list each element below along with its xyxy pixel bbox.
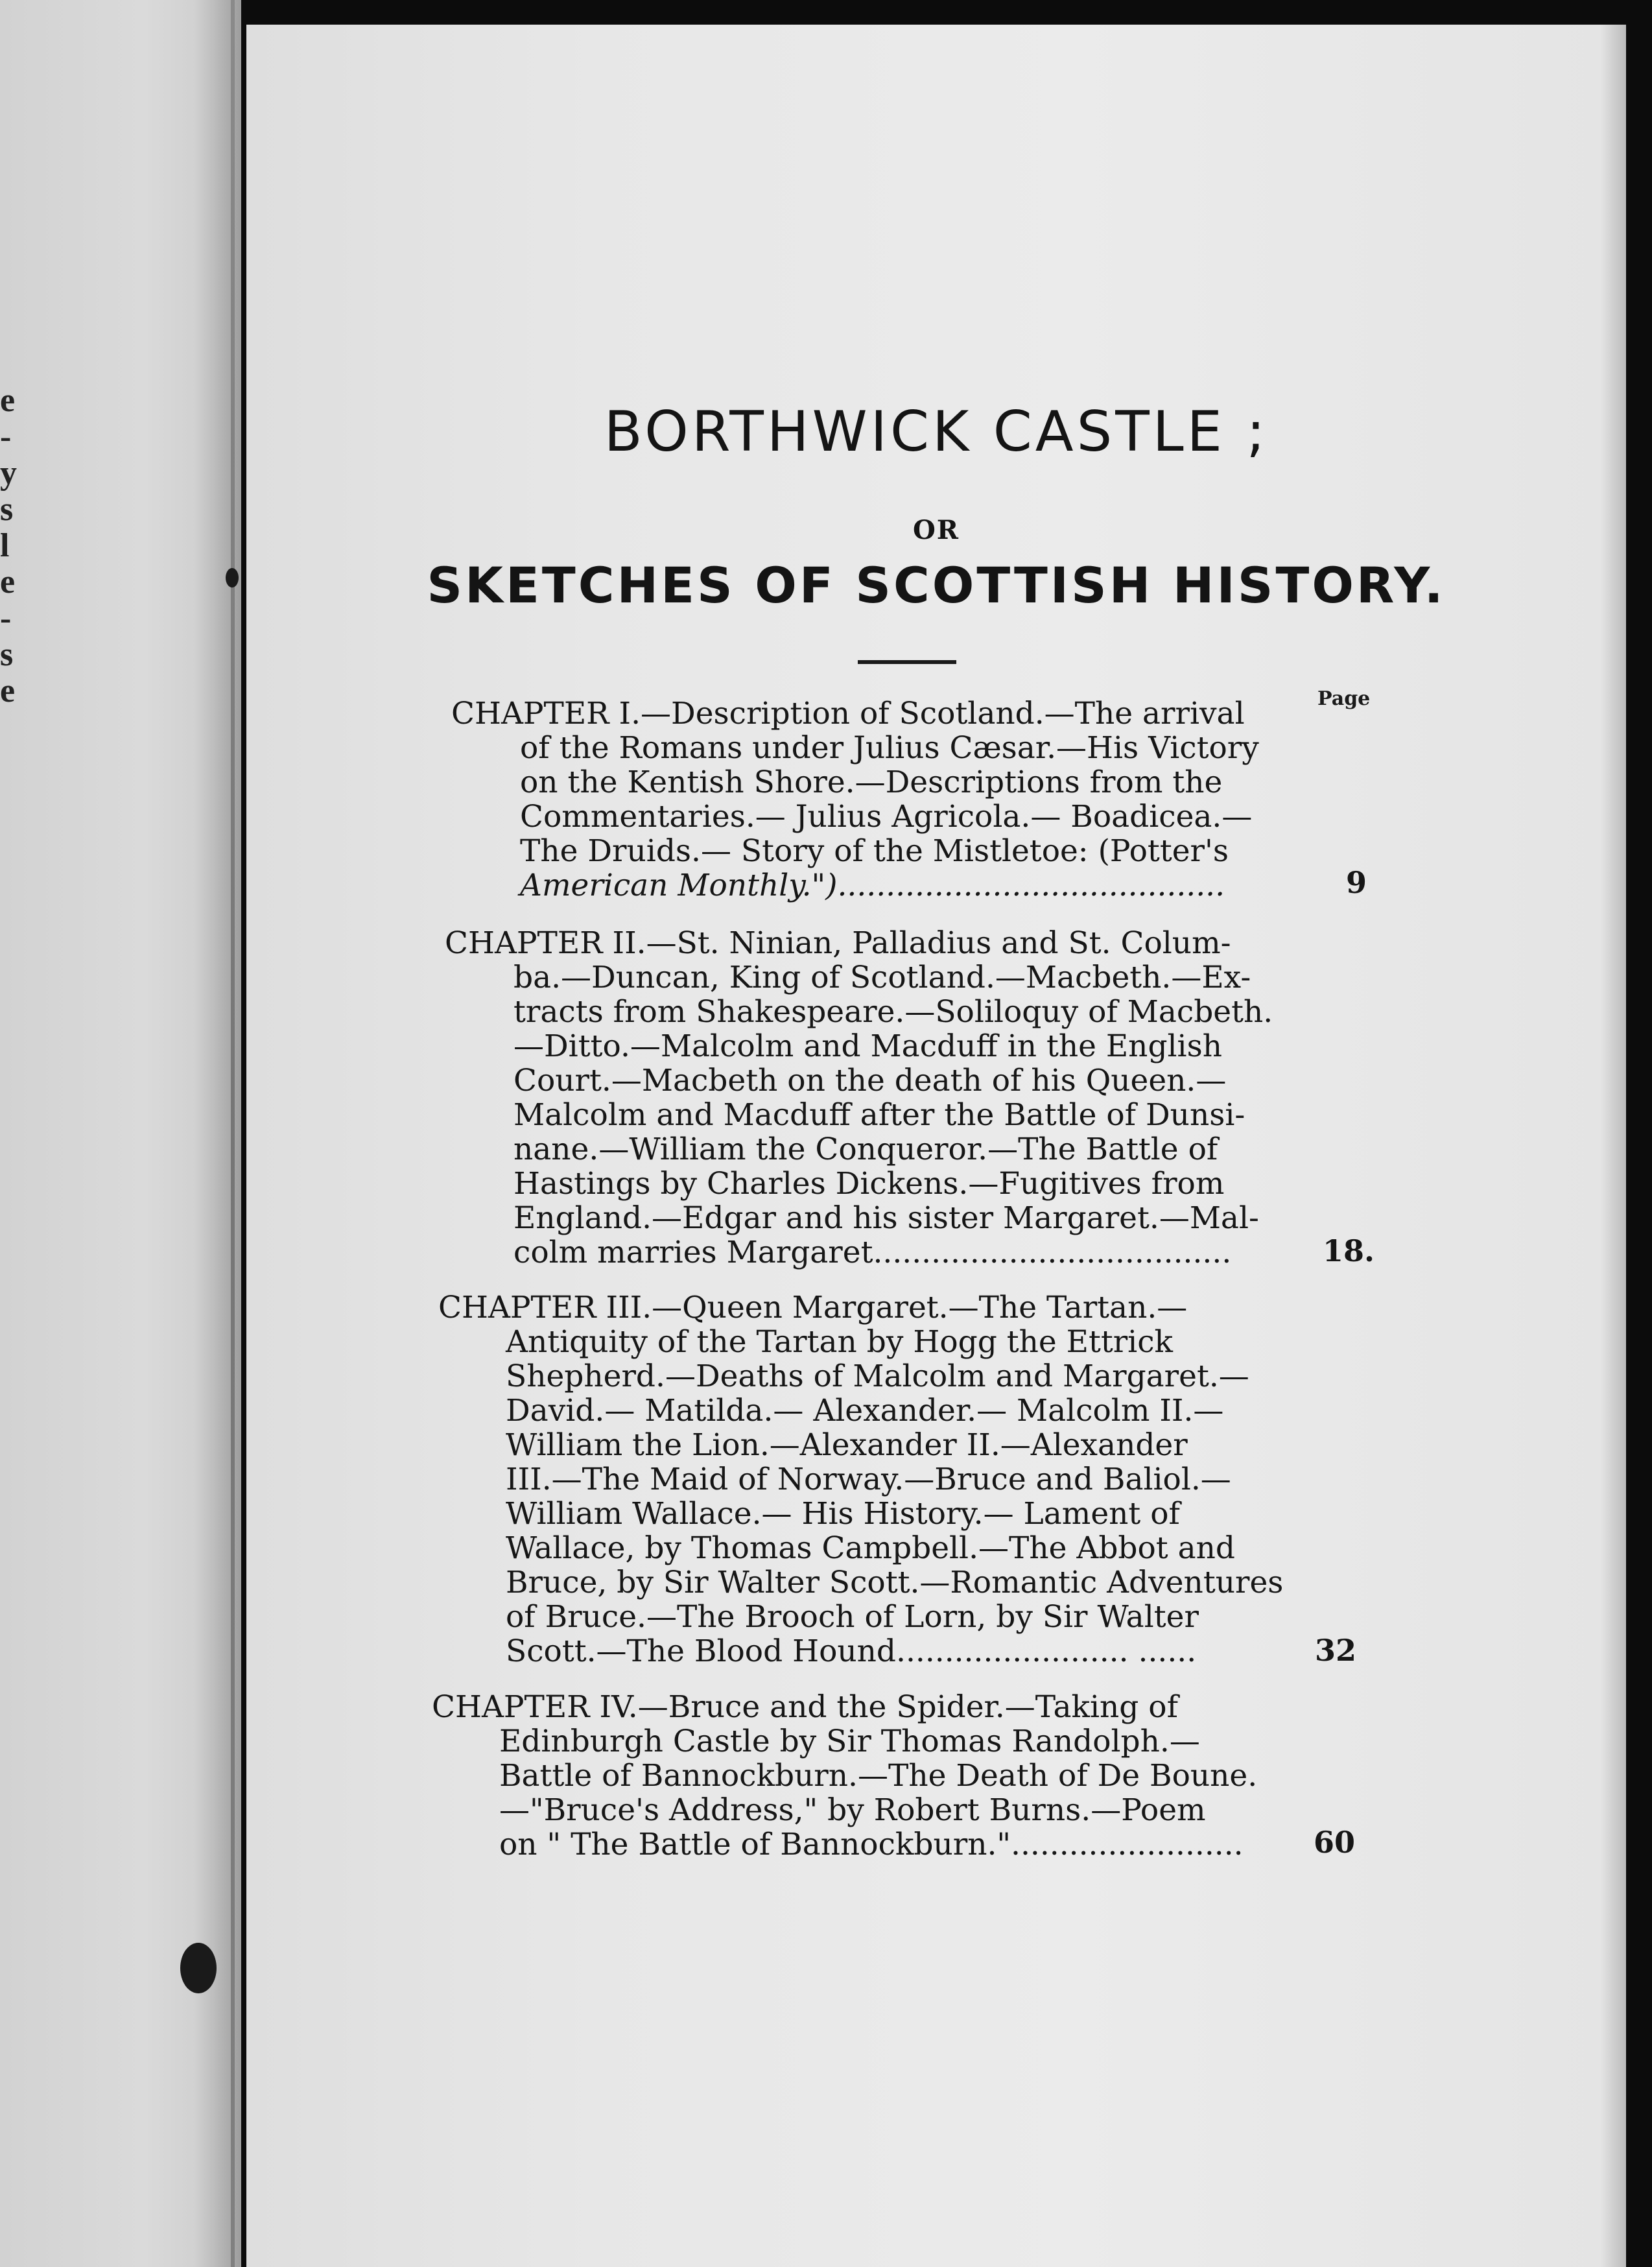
toc-page-number: 32 <box>1315 1633 1357 1668</box>
binding-knot-lower <box>180 1943 217 1993</box>
binding-thread <box>231 0 235 2267</box>
toc-line: nane.—William the Conqueror.—The Battle of <box>513 1132 1218 1167</box>
toc-line: Court.—Macbeth on the death of his Queen.— <box>513 1063 1227 1098</box>
toc-line: of Bruce.—The Brooch of Lorn, by Sir Walter <box>506 1599 1199 1635</box>
title-conjunction: OR <box>912 515 960 545</box>
toc-line: Malcolm and Macduff after the Battle of Dunsi- <box>513 1097 1245 1133</box>
toc-line: CHAPTER IV.—Bruce and the Spider.—Taking of <box>432 1689 1178 1725</box>
toc-line: Wallace, by Thomas Campbell.—The Abbot and <box>506 1530 1236 1566</box>
book-title: BORTHWICK CASTLE ; <box>604 399 1269 464</box>
toc-line: Battle of Bannockburn.—The Death of De Boune. <box>499 1758 1258 1794</box>
toc-line: William the Lion.—Alexander II.—Alexander <box>506 1427 1188 1463</box>
toc-line: Commentaries.— Julius Agricola.— Boadicea.— <box>520 799 1253 835</box>
toc-line: —"Bruce's Address," by Robert Burns.—Poem <box>499 1792 1206 1828</box>
toc-page-number: 9 <box>1346 865 1367 900</box>
toc-line: CHAPTER II.—St. Ninian, Palladius and St. Colum- <box>445 925 1231 961</box>
book-page <box>246 25 1626 2267</box>
toc-line: on " The Battle of Bannockburn."........................ <box>499 1827 1244 1862</box>
toc-page-number: 18. <box>1323 1233 1375 1268</box>
left-glyph: y <box>0 455 17 492</box>
toc-line: III.—The Maid of Norway.—Bruce and Baliol.— <box>506 1462 1231 1497</box>
book-subtitle: SKETCHES OF SCOTTISH HISTORY. <box>427 556 1446 614</box>
left-glyph: s <box>0 636 14 673</box>
toc-line: CHAPTER III.—Queen Margaret.—The Tartan.— <box>438 1290 1188 1325</box>
page-edge-shadow <box>1600 25 1626 2267</box>
toc-line: William Wallace.— His History.— Lament of <box>506 1496 1180 1532</box>
toc-line: —Ditto.—Malcolm and Macduff in the English <box>513 1028 1222 1064</box>
left-glyph: e <box>0 672 16 709</box>
toc-line: CHAPTER I.—Description of Scotland.—The arrival <box>451 696 1245 731</box>
title-rule <box>858 660 956 664</box>
left-glyph: - <box>0 418 12 455</box>
toc-line: of the Romans under Julius Cæsar.—His Victory <box>520 730 1259 766</box>
toc-line: The Druids.— Story of the Mistletoe: (Potter's <box>520 833 1229 869</box>
left-page-text-fragments <box>0 383 17 709</box>
page-column-label: Page <box>1317 687 1371 710</box>
toc-page-number: 60 <box>1314 1825 1356 1860</box>
toc-line: England.—Edgar and his sister Margaret.—Mal- <box>513 1200 1259 1236</box>
toc-line: American Monthly.")........................................ <box>520 868 1225 903</box>
toc-line: Shepherd.—Deaths of Malcolm and Margaret.— <box>506 1359 1249 1394</box>
toc-line: Scott.—The Blood Hound........................ ...... <box>506 1633 1197 1669</box>
toc-line: Antiquity of the Tartan by Hogg the Ettrick <box>506 1324 1174 1360</box>
toc-line: David.— Matilda.— Alexander.— Malcolm II.— <box>506 1393 1224 1429</box>
left-glyph: s <box>0 491 14 528</box>
left-glyph: - <box>0 600 12 637</box>
left-glyph: e <box>0 382 16 419</box>
toc-line: Edinburgh Castle by Sir Thomas Randolph.— <box>499 1724 1200 1759</box>
toc-line: Bruce, by Sir Walter Scott.—Romantic Adventures <box>506 1565 1284 1600</box>
binding-knot-upper <box>226 568 239 588</box>
toc-line: Hastings by Charles Dickens.—Fugitives from <box>513 1166 1225 1202</box>
toc-line: colm marries Margaret..................................... <box>513 1235 1232 1270</box>
left-glyph: l <box>0 527 10 564</box>
toc-line: on the Kentish Shore.—Descriptions from the <box>520 765 1223 800</box>
left-facing-page <box>0 0 241 2267</box>
toc-line: ba.—Duncan, King of Scotland.—Macbeth.—Ex- <box>513 960 1251 995</box>
left-glyph: e <box>0 564 16 600</box>
toc-line: tracts from Shakespeare.—Soliloquy of Macbeth. <box>513 994 1273 1030</box>
